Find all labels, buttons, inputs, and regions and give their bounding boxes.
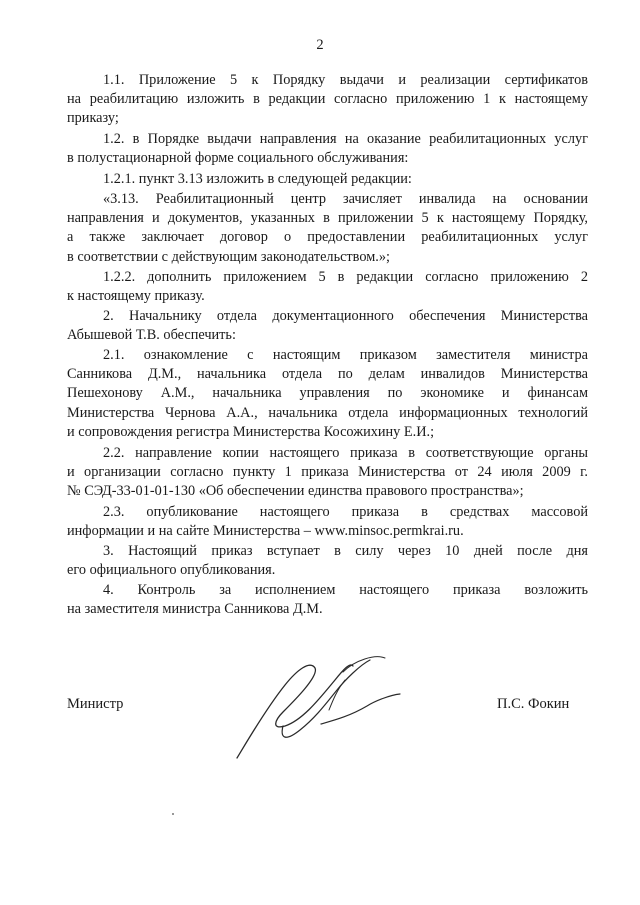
paragraph-1-2 — [67, 130, 588, 168]
text-line: Абышевой Т.В. обеспечить: — [67, 327, 236, 344]
text-line: на реабилитацию изложить в редакции согласно приложению 1 к настоящему — [67, 91, 588, 108]
paragraph-1-2-2 — [67, 268, 588, 306]
text-line: а также заключает договор о предоставлении реабилитационных услуг — [67, 229, 588, 246]
paragraph-2-2 — [67, 444, 588, 502]
text-line: к настоящему приказу. — [67, 288, 205, 305]
text-line: 2.3. опубликование настоящего приказа в средствах массовой — [103, 504, 588, 520]
text-line: информации и на сайте Министерства – www.minsoc.permkrai.ru. — [67, 523, 464, 540]
text-line: его официального опубликования. — [67, 562, 276, 579]
text-line: «3.13. Реабилитационный центр зачисляет инвалида на основании — [103, 191, 588, 207]
text-line: Санникова Д.М., начальника отдела по делам инвалидов Министерства — [67, 366, 588, 383]
text-line: 1.2.2. дополнить приложением 5 в редакции согласно приложению 2 — [103, 269, 588, 285]
paragraph-3 — [67, 542, 588, 580]
text-line: приказу; — [67, 110, 119, 127]
paragraph-1-1 — [67, 71, 588, 129]
text-line: 2. Начальнику отдела документационного обеспечения Министерства — [103, 308, 588, 324]
paragraph-4 — [67, 581, 588, 619]
text-line: 1.2.1. пункт 3.13 изложить в следующей редакции: — [103, 171, 412, 187]
paragraph-2-1 — [67, 346, 588, 442]
paragraph-3-13 — [67, 190, 588, 267]
position-title: Министр — [67, 696, 124, 712]
text-line: 2.2. направление копии настоящего приказа в соответствующие органы — [103, 445, 588, 461]
text-line: 2.1. ознакомление с настоящим приказом заместителя министра — [103, 347, 588, 363]
text-line: 1.2. в Порядке выдачи направления на оказание реабилитационных услуг — [103, 131, 588, 147]
text-line: 1.1. Приложение 5 к Порядку выдачи и реализации сертификатов — [103, 72, 588, 88]
paragraph-2 — [67, 307, 588, 345]
text-line: в полустационарной форме социального обслуживания: — [67, 150, 409, 167]
text-line: направления и документов, указанных в приложении 5 к настоящему Порядку, — [67, 210, 588, 227]
text-line: в соответствии с действующим законодательством.»; — [67, 248, 390, 265]
handwritten-signature — [225, 650, 425, 770]
text-line: 4. Контроль за исполнением настоящего приказа возложить — [103, 582, 588, 598]
text-line: 3. Настоящий приказ вступает в силу через 10 дней после дня — [103, 543, 588, 559]
text-line: Пешехонову А.М., начальника управления по экономике и финансам — [67, 385, 588, 402]
page-number: 2 — [316, 37, 324, 53]
paragraph-1-2-1 — [67, 170, 588, 189]
text-line: и организации согласно пункту 1 приказа Министерства от 24 июля 2009 г. — [67, 464, 588, 481]
paragraph-2-3 — [67, 503, 588, 541]
signer-name: П.С. Фокин — [497, 696, 570, 712]
text-line: Министерства Чернова А.А., начальника отдела информационных технологий — [67, 404, 588, 421]
text-line: № СЭД-33-01-01-130 «Об обеспечении единства правового пространства»; — [67, 483, 524, 500]
text-line: на заместителя министра Санникова Д.М. — [67, 601, 323, 618]
scan-speck — [172, 813, 174, 815]
text-line: и сопровождения регистра Министерства Косожихину Е.И.; — [67, 423, 435, 440]
